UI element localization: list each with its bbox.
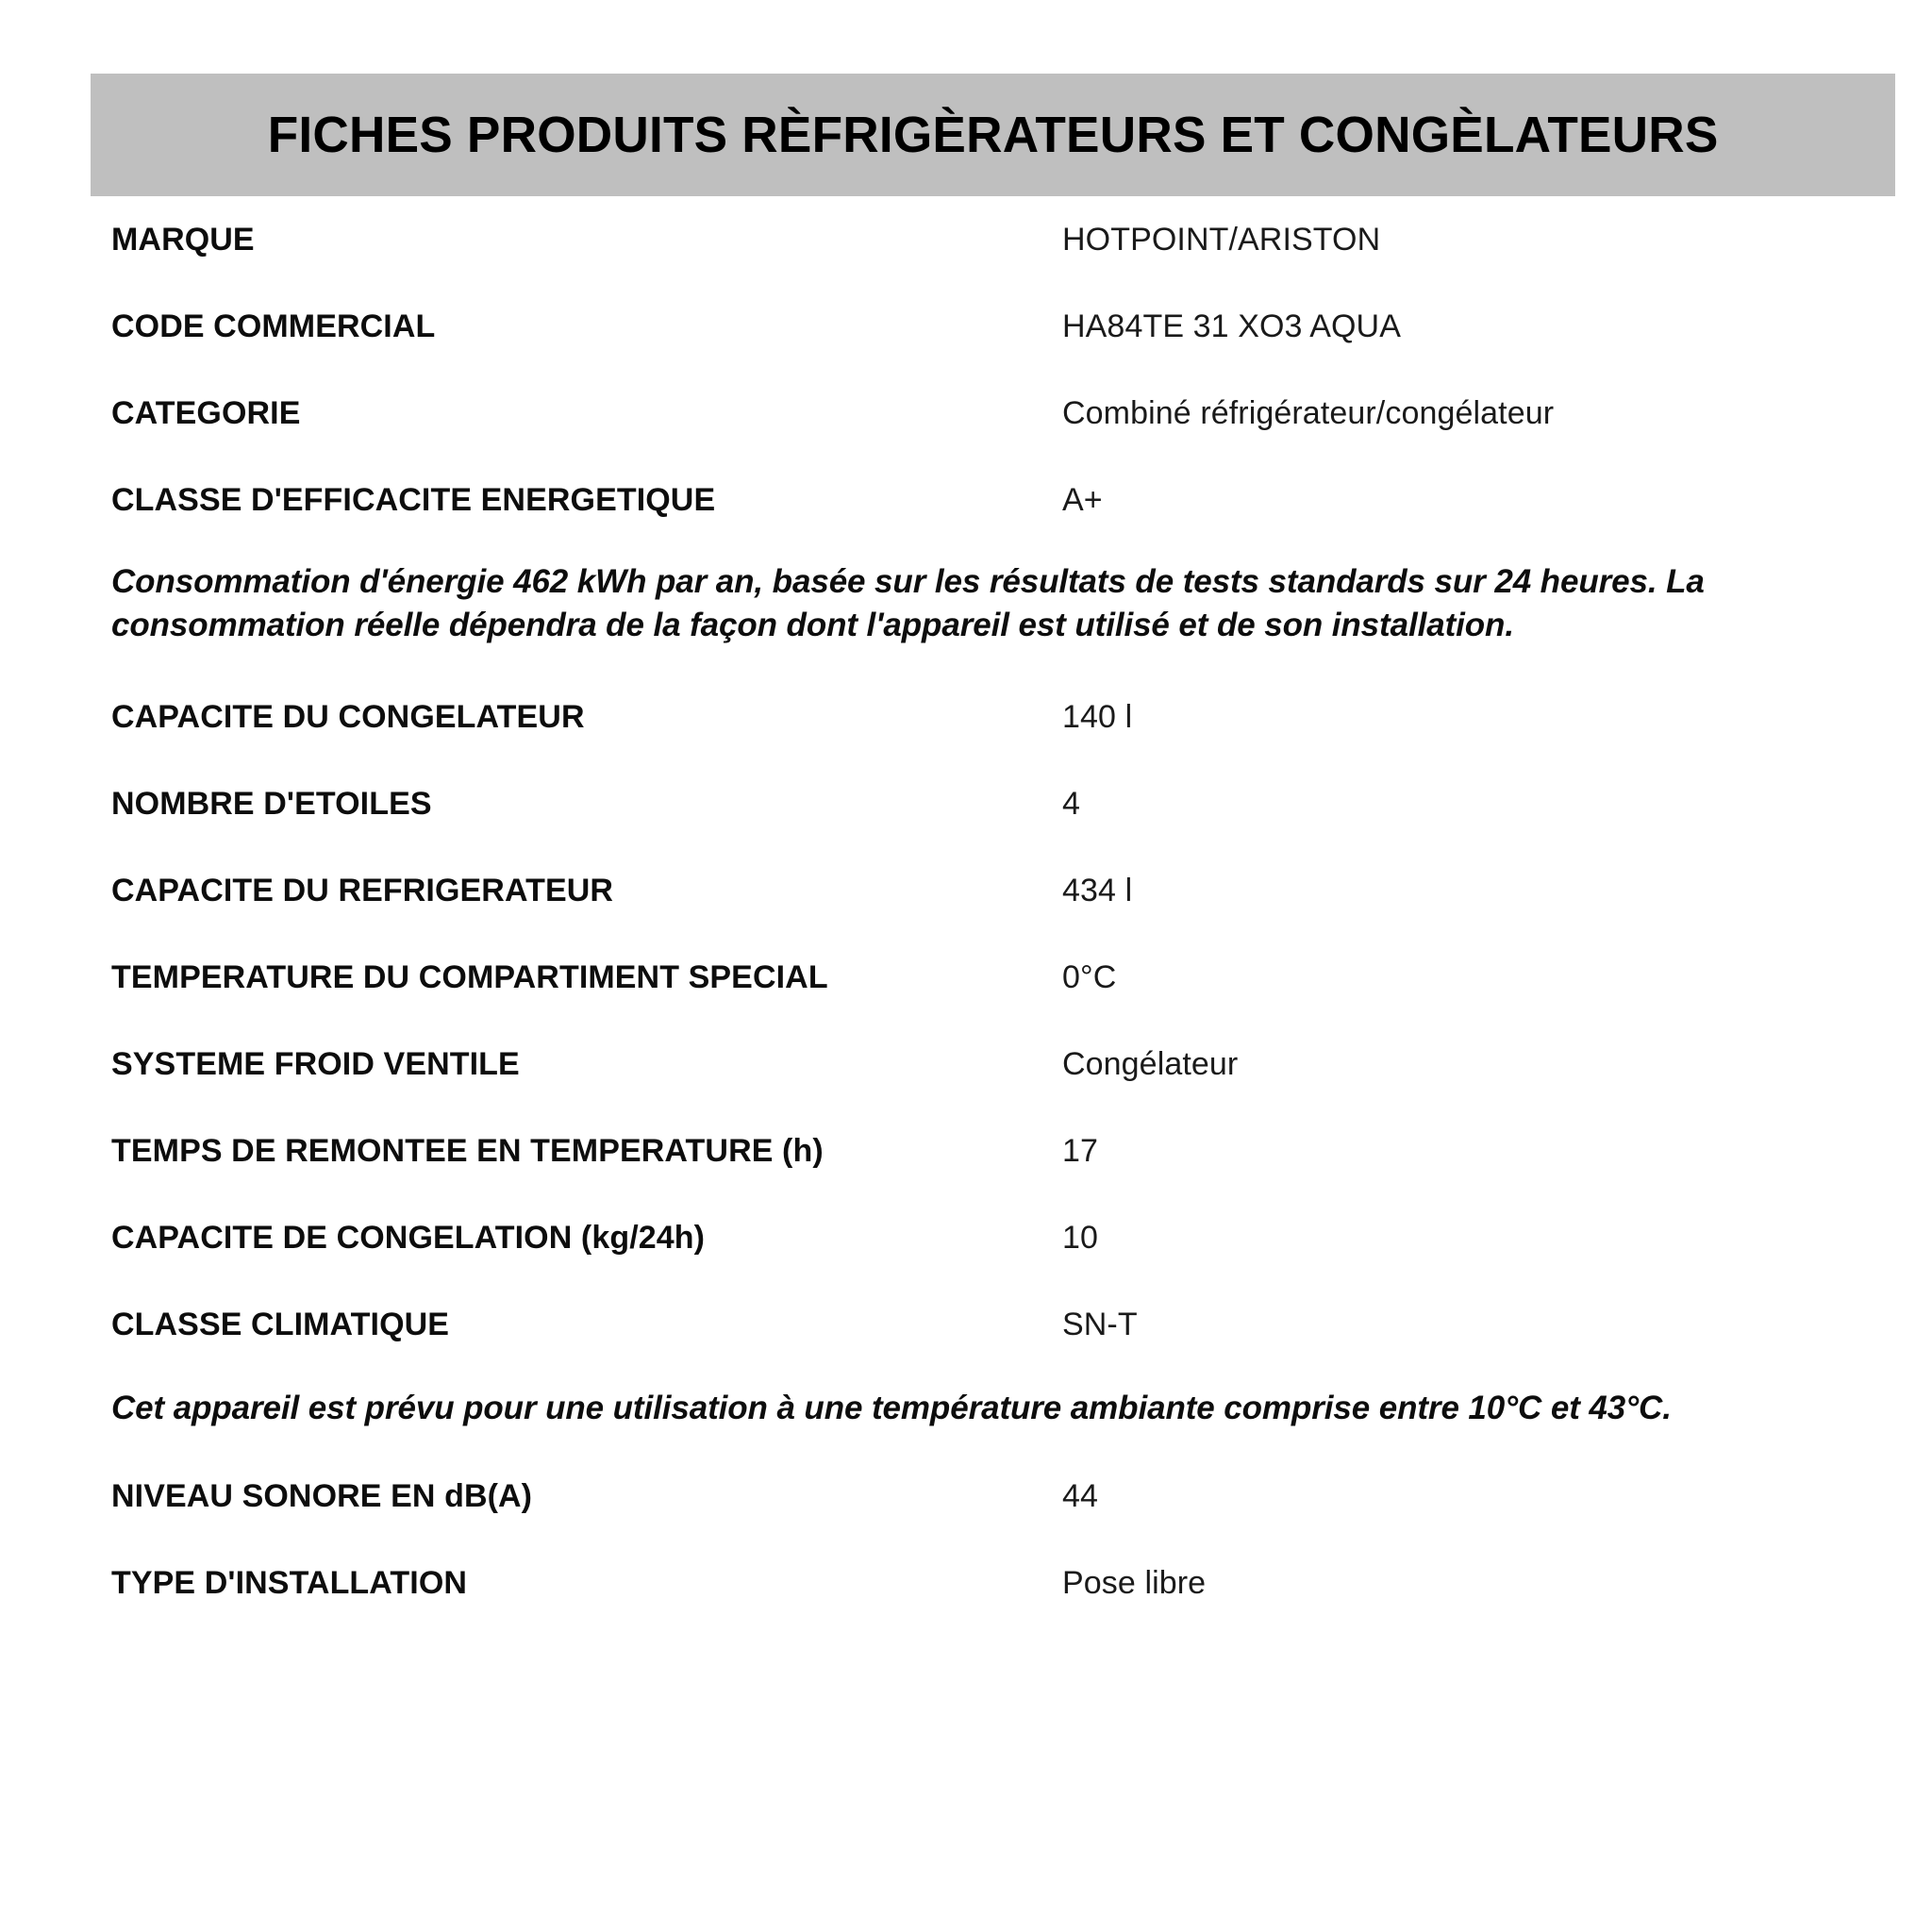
spec-value: Congélateur <box>1062 1045 1239 1082</box>
spec-label: TEMPERATURE DU COMPARTIMENT SPECIAL <box>111 958 828 995</box>
spec-value: 4 <box>1062 785 1081 822</box>
energy-consumption-note: Consommation d'énergie 462 kWh par an, basée sur les résultats de tests standards sur 24 heures. La consommation réelle dépendra de la façon dont l'appareil est utilisé et de son installation. <box>111 563 1705 644</box>
spec-row <box>0 1194 1932 1281</box>
spec-value: 434 l <box>1062 872 1133 908</box>
spec-label: CAPACITE DE CONGELATION (kg/24h) <box>111 1219 706 1256</box>
spec-row <box>0 1281 1932 1368</box>
spec-label: SYSTEME FROID VENTILE <box>111 1045 520 1082</box>
spec-label: CODE COMMERCIAL <box>111 308 436 344</box>
spec-value: HA84TE 31 XO3 AQUA <box>1062 308 1401 344</box>
spec-row <box>0 847 1932 934</box>
ambient-temperature-note: Cet appareil est prévu pour une utilisation à une température ambiante comprise entre 10°C et 43°C. <box>111 1390 1672 1427</box>
spec-label: CATEGORIE <box>111 394 301 431</box>
spec-row <box>0 1108 1932 1194</box>
spec-value: 0°C <box>1062 958 1117 995</box>
spec-label: CLASSE CLIMATIQUE <box>111 1306 450 1342</box>
spec-row <box>0 760 1932 847</box>
spec-row <box>0 1021 1932 1108</box>
spec-row <box>0 1541 1932 1627</box>
spec-list <box>0 196 1932 1627</box>
spec-row <box>0 1454 1932 1541</box>
page-title: FICHES PRODUITS RÈFRIGÈRATEURS ET CONGÈLATEURS <box>267 107 1719 163</box>
spec-label: MARQUE <box>111 221 255 258</box>
spec-value: HOTPOINT/ARISTON <box>1062 221 1381 258</box>
spec-row <box>0 674 1932 760</box>
spec-row <box>0 283 1932 370</box>
spec-row <box>0 196 1932 283</box>
spec-label: CAPACITE DU CONGELATEUR <box>111 698 585 735</box>
spec-value: A+ <box>1062 481 1103 518</box>
spec-label: CAPACITE DU REFRIGERATEUR <box>111 872 614 908</box>
spec-label: TEMPS DE REMONTEE EN TEMPERATURE (h) <box>111 1132 824 1169</box>
spec-row <box>0 370 1932 457</box>
spec-value: 17 <box>1062 1132 1099 1169</box>
spec-row <box>0 934 1932 1021</box>
spec-value: Combiné réfrigérateur/congélateur <box>1062 394 1555 431</box>
spec-label: TYPE D'INSTALLATION <box>111 1565 468 1602</box>
spec-row <box>0 457 1932 543</box>
spec-label: NIVEAU SONORE EN dB(A) <box>111 1478 533 1515</box>
spec-value: 44 <box>1062 1478 1099 1515</box>
spec-label: NOMBRE D'ETOILES <box>111 785 432 822</box>
spec-label: CLASSE D'EFFICACITE ENERGETIQUE <box>111 481 716 518</box>
spec-value: Pose libre <box>1062 1565 1207 1602</box>
document-header-banner <box>91 74 1895 196</box>
spec-value: SN-T <box>1062 1306 1138 1342</box>
spec-value: 140 l <box>1062 698 1133 735</box>
spec-value: 10 <box>1062 1219 1099 1256</box>
